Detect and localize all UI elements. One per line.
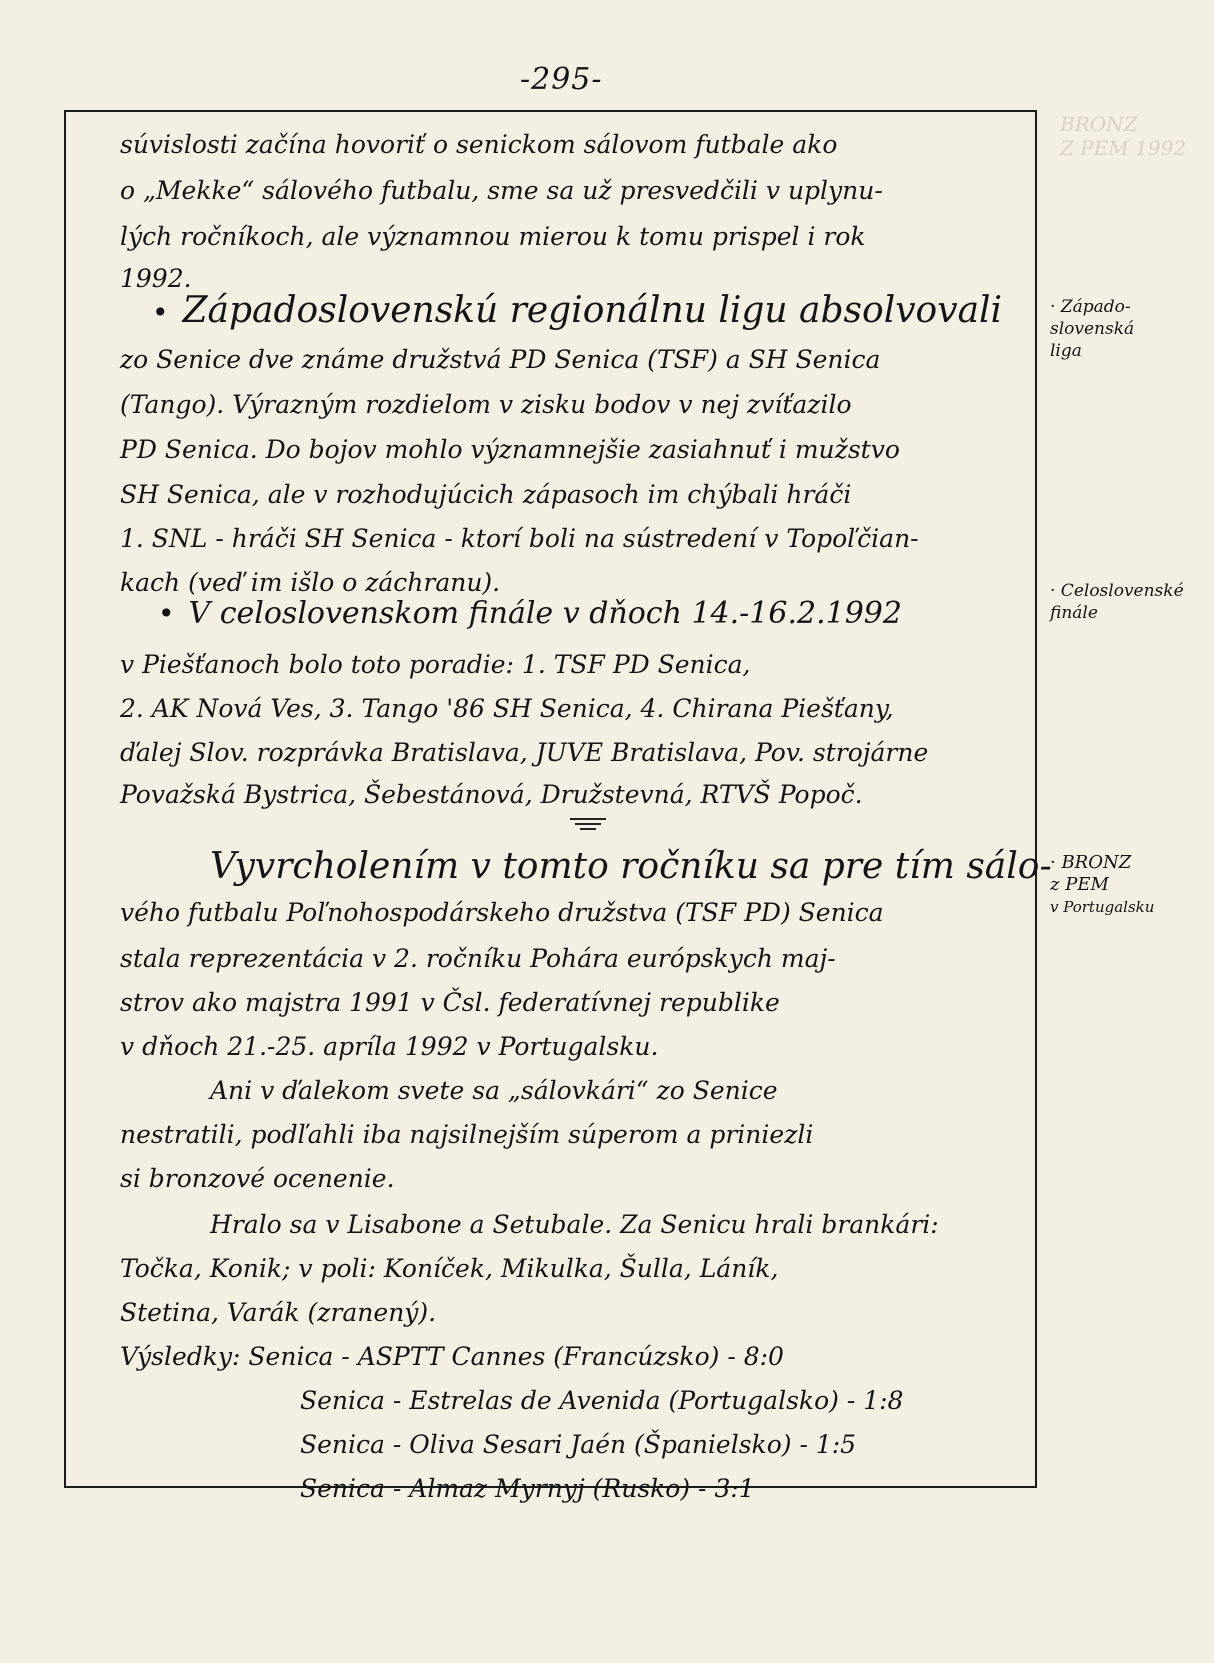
result-row: Výsledky: Senica - ASPTT Cannes (Francúzsko) - 8:0: [120, 1342, 784, 1371]
section-heading-line: [152, 290, 1002, 331]
text-line: zo Senice dve známe družstvá PD Senica (TSF) a SH Senica: [120, 345, 881, 374]
text-line: Hralo sa v Lisabone a Setubale. Za Senicu hrali brankári:: [210, 1210, 939, 1239]
margin-note-finale: [1050, 580, 1184, 624]
bullet-icon: •: [152, 296, 169, 329]
text-line: ďalej Slov. rozprávka Bratislava, JUVE Bratislava, Pov. strojárne: [120, 738, 929, 767]
section-heading-text: V celoslovenskom finále v dňoch 14.-16.2.1992: [188, 596, 902, 631]
text-line: lých ročníkoch, ale významnou mierou k tomu prispel i rok: [120, 222, 866, 251]
text-line: Ani v ďalekom svete sa „sálovkári“ zo Senice: [210, 1076, 778, 1105]
text-line: stala reprezentácia v 2. ročníku Pohára európskych maj-: [120, 944, 836, 973]
margin-note-bronz: [1050, 852, 1154, 918]
page-number: -295-: [520, 62, 603, 97]
bleed-through-text: BRONZ: [1060, 112, 1138, 136]
text-line: súvislosti začína hovoriť o senickom sálovom futbale ako: [120, 130, 838, 159]
text-line: Točka, Konik; v poli: Koníček, Mikulka, Šulla, Láník,: [120, 1254, 779, 1283]
margin-note-line: slovenská: [1050, 319, 1135, 339]
text-line: v dňoch 21.-25. apríla 1992 v Portugalsku.: [120, 1032, 659, 1061]
margin-note-line: v Portugalsku: [1050, 898, 1155, 916]
text-line: SH Senica, ale v rozhodujúcich zápasoch im chýbali hráči: [120, 480, 852, 509]
text-line: v Piešťanoch bolo toto poradie: 1. TSF PD Senica,: [120, 650, 751, 679]
section-heading-text: Vyvrcholením v tomto ročníku sa pre tím sálo-: [210, 846, 1052, 887]
text-line: nestratili, podľahli iba najsilnejším súperom a priniezli: [120, 1120, 814, 1149]
text-line: strov ako majstra 1991 v Čsl. federatívnej republike: [120, 988, 780, 1017]
margin-note-line: z PEM: [1050, 874, 1109, 895]
result-row: Senica - Estrelas de Avenida (Portugalsko) - 1:8: [300, 1386, 904, 1415]
margin-note-line: · Celoslovenské: [1050, 581, 1184, 601]
text-line: o „Mekke“ sálového futbalu, sme sa už presvedčili v uplynu-: [120, 176, 883, 205]
text-line: 1992.: [120, 264, 192, 293]
section-heading-line: [158, 596, 902, 631]
margin-note-liga: [1050, 296, 1134, 362]
result-row: Senica - Oliva Sesari Jaén (Španielsko) - 1:5: [300, 1430, 857, 1459]
margin-note-line: · BRONZ: [1050, 852, 1132, 873]
text-line: (Tango). Výrazným rozdielom v zisku bodov v nej zvíťazilo: [120, 390, 852, 419]
text-line: 2. AK Nová Ves, 3. Tango '86 SH Senica, 4. Chirana Piešťany,: [120, 694, 894, 723]
margin-note-line: · Západo-: [1050, 297, 1131, 317]
section-divider: [570, 818, 606, 832]
margin-note-line: finále: [1050, 603, 1098, 623]
text-line: 1. SNL - hráči SH Senica - ktorí boli na sústredení v Topoľčian-: [120, 524, 919, 553]
text-line: PD Senica. Do bojov mohlo významnejšie zasiahnuť i mužstvo: [120, 435, 900, 464]
bleed-through-text: Z PEM 1992: [1060, 136, 1187, 160]
section-heading-text: Západoslovenskú regionálnu ligu absolvovali: [182, 290, 1003, 331]
text-line: Považská Bystrica, Šebestánová, Družstevná, RTVŠ Popoč.: [120, 780, 863, 809]
margin-note-line: liga: [1050, 341, 1082, 361]
text-line: vého futbalu Poľnohospodárskeho družstva (TSF PD) Senica: [120, 898, 884, 927]
text-line: kach (veď im išlo o záchranu).: [120, 568, 501, 597]
text-line: si bronzové ocenenie.: [120, 1164, 395, 1193]
result-row: Senica - Almaz Myrnyj (Rusko) - 3:1: [300, 1474, 755, 1503]
bullet-icon: •: [158, 597, 175, 630]
text-line: Stetina, Varák (zranený).: [120, 1298, 437, 1327]
